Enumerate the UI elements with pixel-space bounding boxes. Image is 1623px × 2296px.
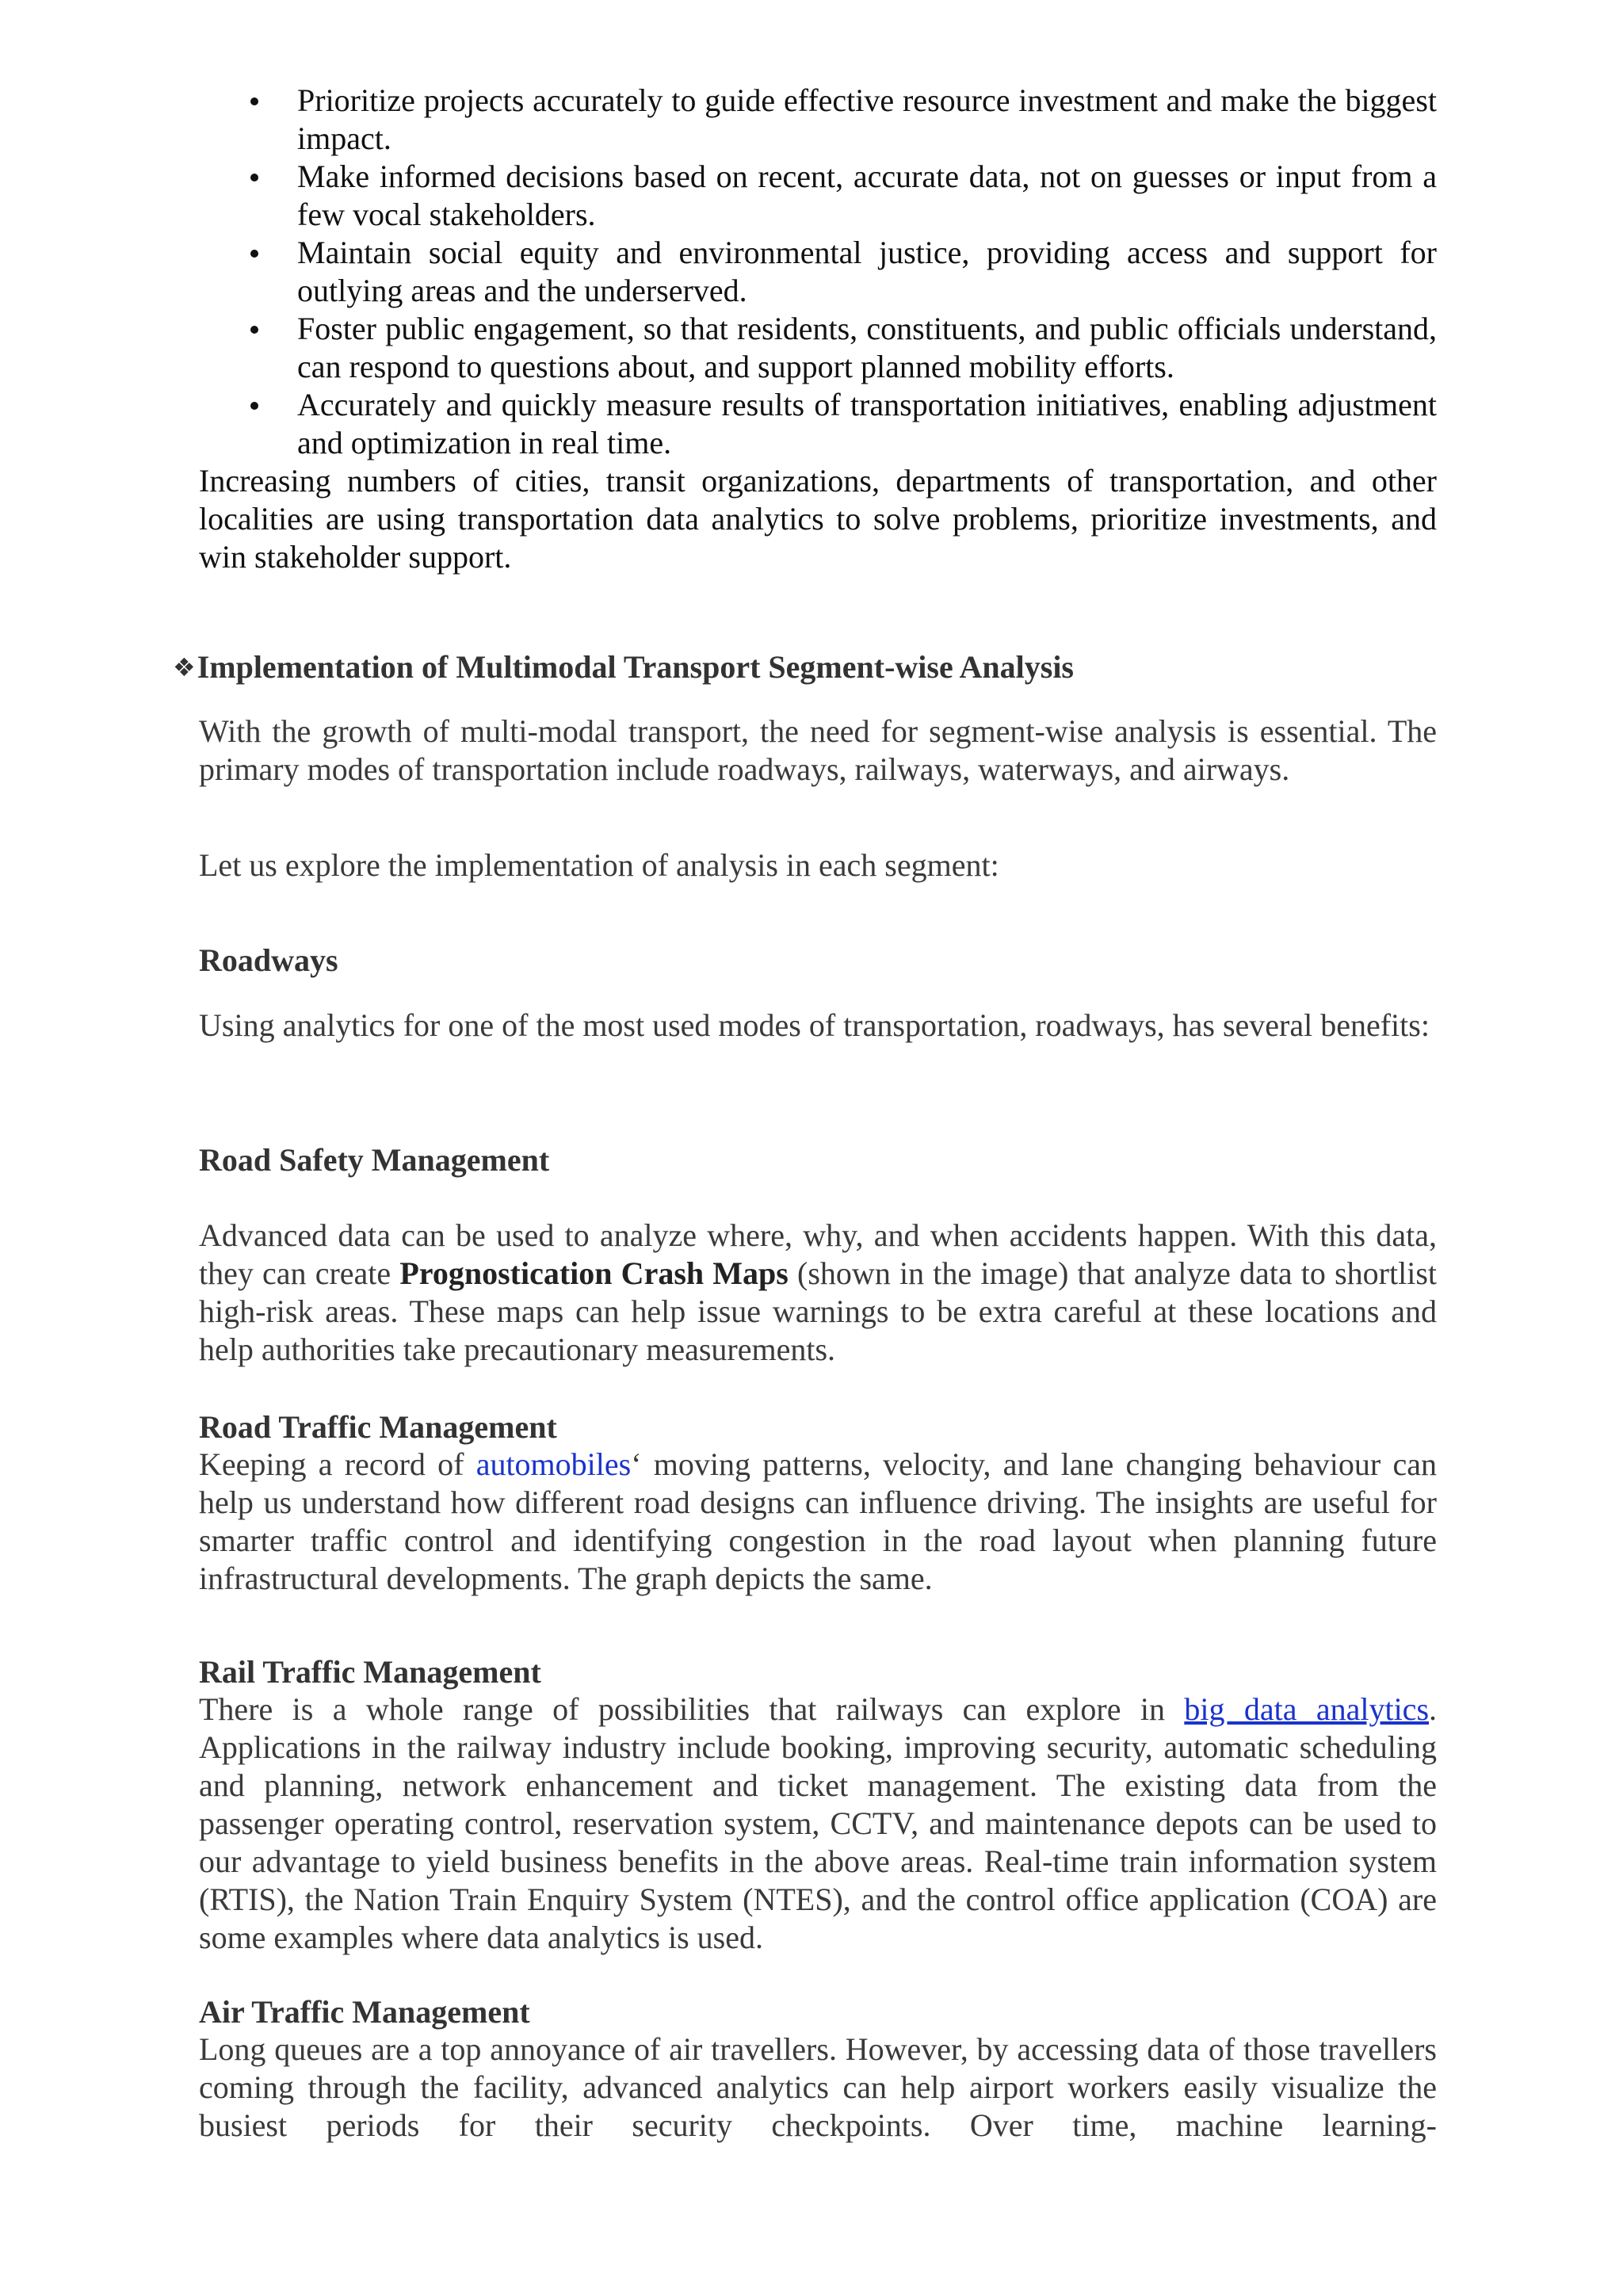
bullet-dot-icon (250, 250, 258, 258)
bullet-item: Make informed decisions based on recent, accurate data, not on guesses or input from a few vocal stakeholders. (199, 158, 1437, 234)
section-title: ❖Implementation of Multimodal Transport Segment-wise Analysis (173, 649, 1074, 685)
road-safety-heading: Road Safety Management (199, 1142, 550, 1178)
bullet-item: Prioritize projects accurately to guide effective resource investment and make the biggest impact. (199, 82, 1437, 158)
road-traffic-paragraph: Keeping a record of automobiles‘ moving patterns, velocity, and lane changing behaviour can help us understand how different road designs can influence driving. The insights are useful for smarter traffic control and identifying congestion in the road layout when planning future infrastructural developments. The graph depicts the same. (199, 1446, 1437, 1596)
bullet-dot-icon (250, 174, 258, 181)
intro-paragraph: Increasing numbers of cities, transit organizations, departments of transportation, and other localities are using transportation data analytics to solve problems, prioritize investments, and win stakeholder support. (199, 463, 1437, 575)
bullet-item: Maintain social equity and environmental justice, providing access and support for outlying areas and the underserved. (199, 234, 1437, 310)
bullet-dot-icon (250, 97, 258, 105)
bullet-dot-icon (250, 326, 258, 334)
roadways-paragraph: Using analytics for one of the most used modes of transportation, roadways, has several benefits: (199, 1007, 1430, 1043)
air-traffic-heading: Air Traffic Management (199, 1994, 530, 2030)
crash-maps-term: Prognostication Crash Maps (399, 1255, 789, 1291)
section-intro-paragraph: With the growth of multi-modal transport, the need for segment-wise analysis is essential. The primary modes of transportation include roadways, railways, waterways, and airways. (199, 713, 1437, 787)
automobiles-link[interactable]: automobiles (475, 1446, 632, 1482)
benefits-bullet-list (199, 82, 1437, 462)
road-safety-paragraph: Advanced data can be used to analyze where, why, and when accidents happen. With this data, they can create Prognostication Crash Maps (shown in the image) that analyze data to shortlist high-risk areas. These maps can help issue warnings to be extra careful at these locations and help authorities take precautionary measurements. (199, 1217, 1438, 1367)
diamond-bullet-icon: ❖ (173, 652, 196, 682)
roadways-heading: Roadways (199, 942, 338, 978)
big-data-analytics-link[interactable]: big data analytics (1184, 1691, 1430, 1727)
bullet-item: Accurately and quickly measure results of transportation initiatives, enabling adjustment and optimization in real time. (199, 386, 1437, 462)
bullet-item: Foster public engagement, so that residents, constituents, and public officials understand, can respond to questions about, and support planned mobility efforts. (199, 310, 1437, 386)
air-traffic-paragraph: Long queues are a top annoyance of air travellers. However, by accessing data of those travellers coming through the facility, advanced analytics can help airport workers easily visualize the busiest periods for their security checkpoints. Over time, machine learning- (199, 2031, 1437, 2143)
bullet-dot-icon (250, 402, 258, 410)
road-traffic-heading: Road Traffic Management (199, 1409, 557, 1445)
rail-traffic-heading: Rail Traffic Management (199, 1654, 541, 1690)
rail-traffic-paragraph: There is a whole range of possibilities that railways can explore in big data analytics. Applications in the railway industry include booking, improving security, automatic scheduling and planning, network enhancement and ticket management. The existing data from the passenger operating control, reservation system, CCTV, and maintenance depots can be used to our advantage to yield business benefits in the above areas. Real-time train information system (RTIS), the Nation Train Enquiry System (NTES), and the control office application (COA) are some examples where data analytics is used. (199, 1691, 1438, 1955)
explore-paragraph: Let us explore the implementation of analysis in each segment: (199, 847, 999, 883)
